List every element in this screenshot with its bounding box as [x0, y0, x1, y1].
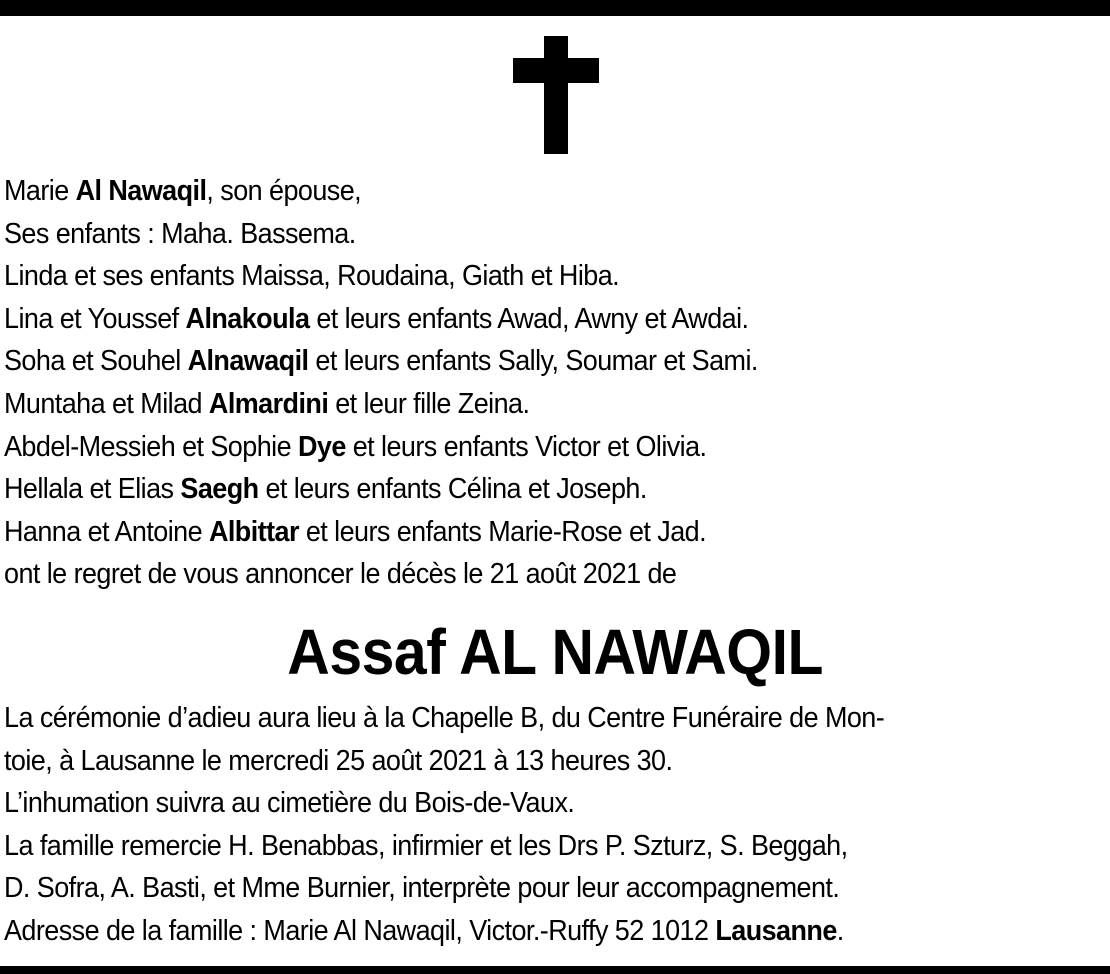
family-line: Abdel-Messieh et Sophie Dye et leurs enfants Victor et Olivia. [4, 430, 707, 463]
family-line: Muntaha et Milad Almardini et leur fille Zeina. [4, 387, 530, 420]
cross-vertical-bar [544, 36, 568, 154]
family-line: Hanna et Antoine Albittar et leurs enfants Marie-Rose et Jad. [4, 515, 707, 548]
burial-line: L’inhumation suivra au cimetière du Bois-de-Vaux. [4, 787, 575, 820]
family-line: Ses enfants : Maha. Bassema. [4, 217, 356, 250]
thanks-line: La famille remercie H. Benabbas, infirmier et les Drs P. Szturz, S. Beggah, [4, 829, 848, 862]
top-border-rule [0, 0, 1110, 16]
announcement-line: ont le regret de vous annoncer le décès le 21 août 2021 de [4, 558, 677, 591]
deceased-name: Assaf AL NAWAQIL [287, 616, 823, 688]
family-line: Lina et Youssef Alnakoula et leurs enfants Awad, Awny et Awdai. [4, 302, 749, 335]
family-line: Soha et Souhel Alnawaqil et leurs enfants Sally, Soumar et Sami. [4, 345, 758, 378]
family-line: Hellala et Elias Saegh et leurs enfants Célina et Joseph. [4, 473, 647, 506]
family-list [4, 170, 1108, 596]
bottom-border-rule [0, 966, 1110, 974]
family-address-line: Adresse de la famille : Marie Al Nawaqil, Victor.-Ruffy 52 1012 Lausanne. [4, 914, 844, 947]
ceremony-line: toie, à Lausanne le mercredi 25 août 2021 à 13 heures 30. [4, 744, 673, 777]
thanks-line: D. Sofra, A. Basti, et Mme Burnier, interprète pour leur accompagnement. [4, 872, 840, 905]
ceremony-details [4, 697, 1108, 953]
family-line: Marie Al Nawaqil, son épouse, [4, 175, 362, 207]
ceremony-line: La cérémonie d’adieu aura lieu à la Chapelle B, du Centre Funéraire de Mon- [4, 702, 885, 734]
cross-icon [513, 36, 599, 154]
family-line: Linda et ses enfants Maissa, Roudaina, Giath et Hiba. [4, 260, 620, 293]
cross-horizontal-bar [513, 58, 599, 83]
